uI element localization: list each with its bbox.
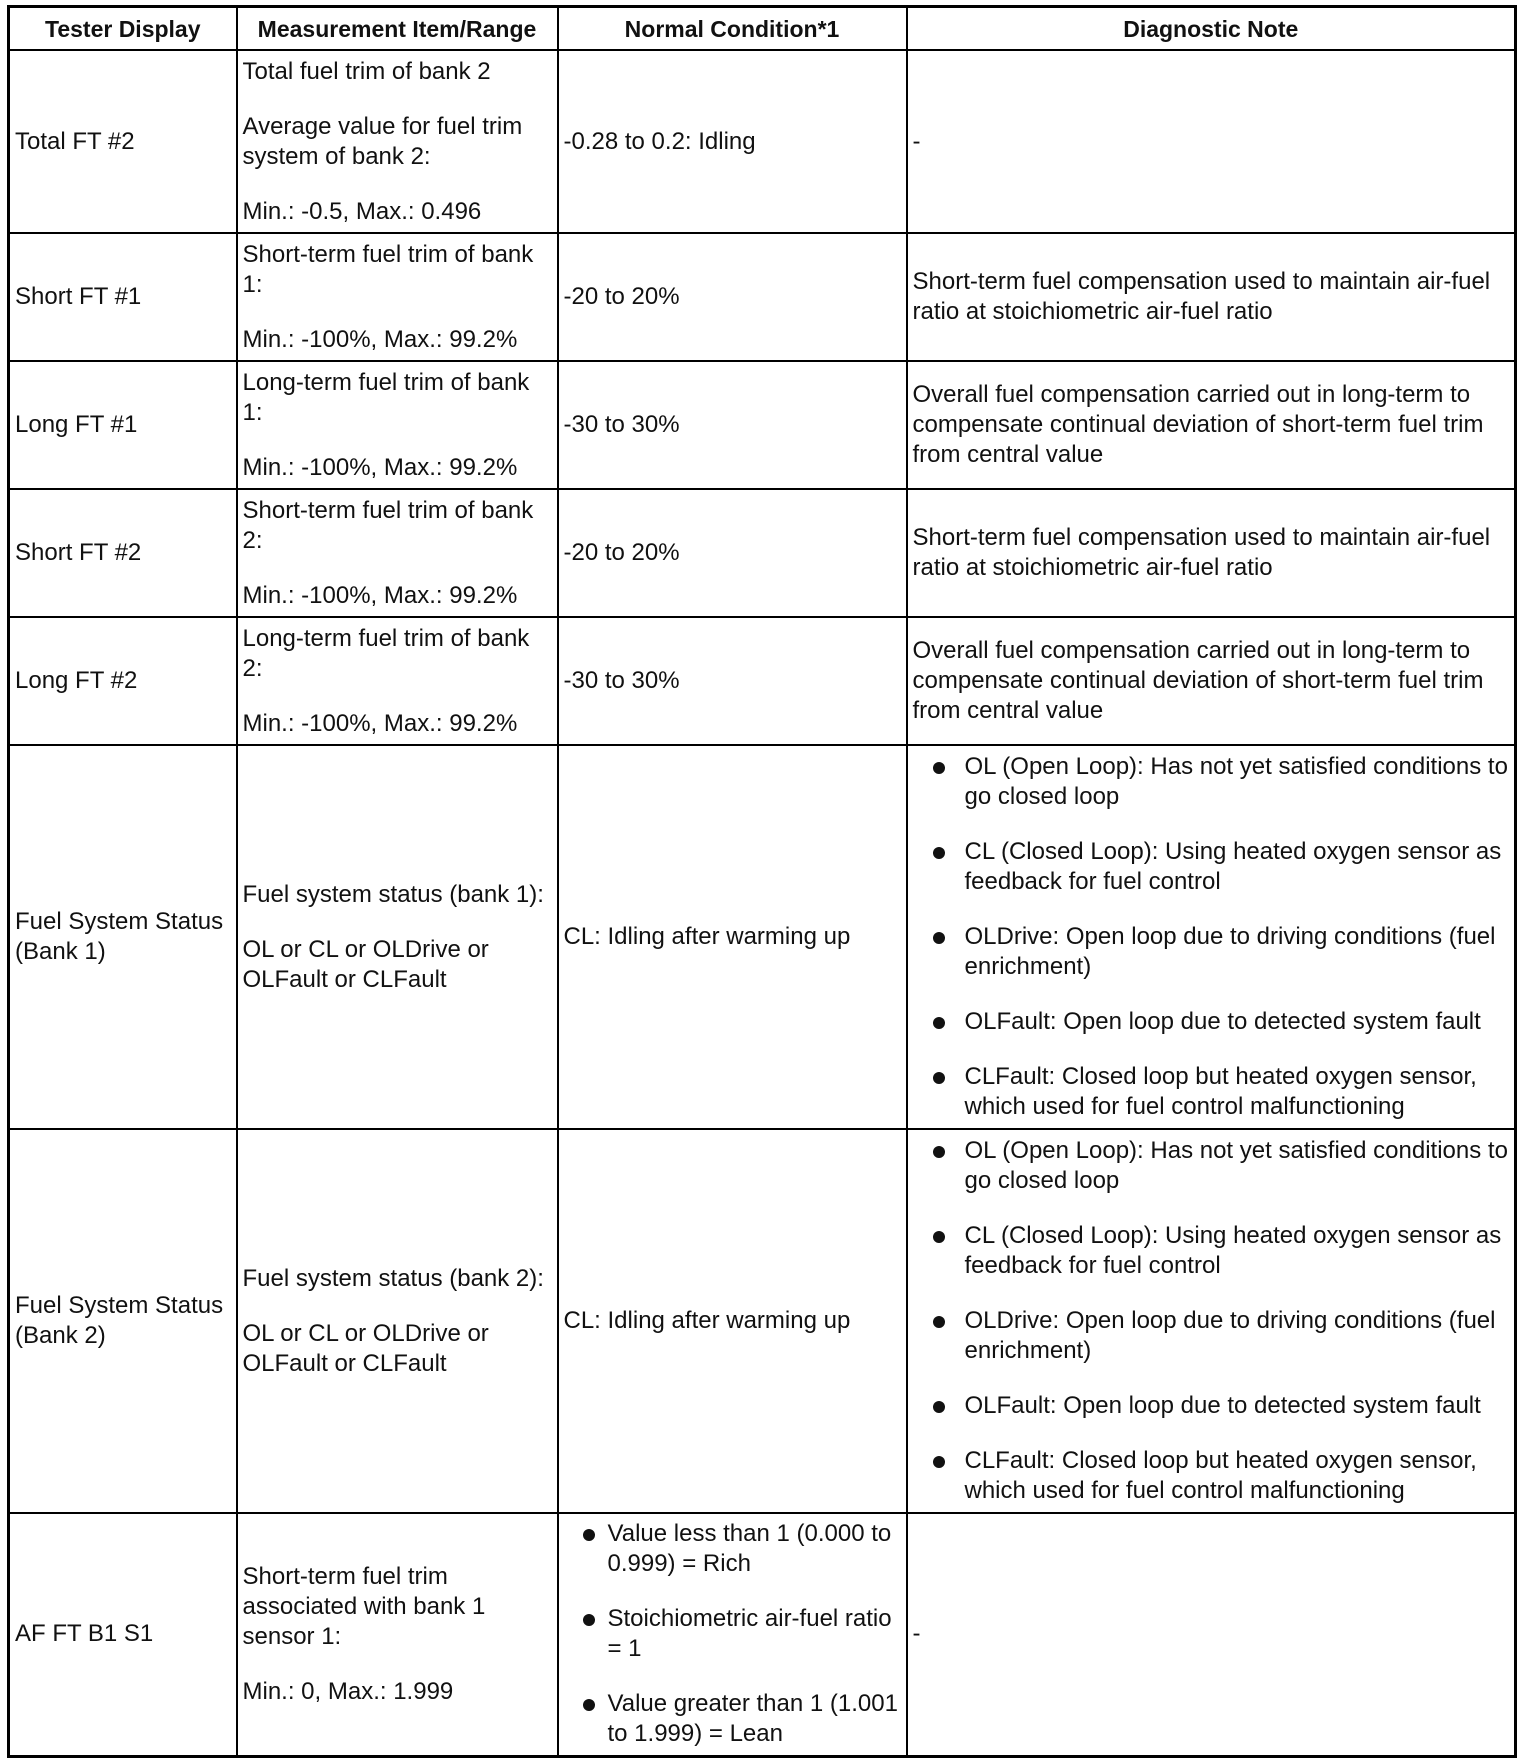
normal-condition-cell: -0.28 to 0.2: Idling — [558, 50, 907, 233]
normal-condition-cell: -30 to 30% — [558, 617, 907, 745]
normal-condition-cell: -20 to 20% — [558, 489, 907, 617]
diagnostic-note-cell: - — [907, 1513, 1516, 1756]
bullet-dot-icon — [933, 932, 945, 944]
list-item: OLFault: Open loop due to detected system fault — [913, 1391, 1510, 1421]
bullet-dot-icon — [933, 847, 945, 859]
bullet-dot-icon — [583, 1699, 595, 1711]
list-item: OL (Open Loop): Has not yet satisfied conditions to go closed loop — [913, 1136, 1510, 1196]
bullet-dot-icon — [933, 1231, 945, 1243]
diagnostic-note-cell: Short-term fuel compensation used to maintain air-fuel ratio at stoichiometric air-fuel ratio — [907, 233, 1516, 361]
diagnostic-note-cell — [907, 1129, 1516, 1513]
measurement-cell: Short-term fuel trim of bank 1: Min.: -100%, Max.: 99.2% — [237, 233, 558, 361]
tester-display-cell: Long FT #2 — [9, 617, 237, 745]
measurement-cell: Fuel system status (bank 1): OL or CL or OLDrive or OLFault or CLFault — [237, 745, 558, 1129]
measurement-cell: Short-term fuel trim associated with bank 1 sensor 1: Min.: 0, Max.: 1.999 — [237, 1513, 558, 1756]
normal-condition-cell: CL: Idling after warming up — [558, 745, 907, 1129]
measurement-cell: Long-term fuel trim of bank 2: Min.: -100%, Max.: 99.2% — [237, 617, 558, 745]
tester-display-cell: Total FT #2 — [9, 50, 237, 233]
tester-display-cell: AF FT B1 S1 — [9, 1513, 237, 1756]
note-bullet-list — [913, 752, 1510, 1122]
tester-display-cell: Fuel System Status (Bank 1) — [9, 745, 237, 1129]
note-bullet-list — [913, 1136, 1510, 1506]
list-item: Stoichiometric air-fuel ratio = 1 — [564, 1604, 901, 1664]
normal-condition-cell — [558, 1513, 907, 1756]
list-item: CL (Closed Loop): Using heated oxygen sensor as feedback for fuel control — [913, 837, 1510, 897]
diagnostic-note-cell: - — [907, 50, 1516, 233]
bullet-dot-icon — [933, 1401, 945, 1413]
diagnostic-note-cell: Overall fuel compensation carried out in long-term to compensate continual deviation of short-term fuel trim from central value — [907, 361, 1516, 489]
measurement-cell: Fuel system status (bank 2): OL or CL or OLDrive or OLFault or CLFault — [237, 1129, 558, 1513]
table-row — [9, 489, 1516, 617]
tester-display-cell: Long FT #1 — [9, 361, 237, 489]
bullet-dot-icon — [583, 1614, 595, 1626]
header-measurement: Measurement Item/Range — [237, 7, 558, 51]
bullet-dot-icon — [933, 1316, 945, 1328]
bullet-dot-icon — [933, 1072, 945, 1084]
header-normal-condition: Normal Condition*1 — [558, 7, 907, 51]
header-tester-display: Tester Display — [9, 7, 237, 51]
table-row — [9, 50, 1516, 233]
list-item: Value less than 1 (0.000 to 0.999) = Rich — [564, 1519, 901, 1579]
diagnostic-note-cell — [907, 745, 1516, 1129]
measurement-cell: Total fuel trim of bank 2 Average value for fuel trim system of bank 2: Min.: -0.5, Max.: 0.496 — [237, 50, 558, 233]
bullet-dot-icon — [933, 1017, 945, 1029]
normal-condition-cell: CL: Idling after warming up — [558, 1129, 907, 1513]
table-row — [9, 233, 1516, 361]
normal-condition-cell: -20 to 20% — [558, 233, 907, 361]
list-item: Value greater than 1 (1.001 to 1.999) = Lean — [564, 1689, 901, 1749]
bullet-dot-icon — [933, 1146, 945, 1158]
list-item: OLDrive: Open loop due to driving conditions (fuel enrichment) — [913, 922, 1510, 982]
table-row — [9, 745, 1516, 1129]
bullet-dot-icon — [583, 1529, 595, 1541]
tester-display-cell: Fuel System Status (Bank 2) — [9, 1129, 237, 1513]
bullet-dot-icon — [933, 1456, 945, 1468]
list-item: CLFault: Closed loop but heated oxygen sensor, which used for fuel control malfunctioning — [913, 1446, 1510, 1506]
table-row — [9, 617, 1516, 745]
normal-condition-cell: -30 to 30% — [558, 361, 907, 489]
diagnostic-note-cell: Short-term fuel compensation used to maintain air-fuel ratio at stoichiometric air-fuel ratio — [907, 489, 1516, 617]
list-item: CL (Closed Loop): Using heated oxygen sensor as feedback for fuel control — [913, 1221, 1510, 1281]
list-item: OLDrive: Open loop due to driving conditions (fuel enrichment) — [913, 1306, 1510, 1366]
table-row — [9, 1513, 1516, 1756]
list-item: OL (Open Loop): Has not yet satisfied conditions to go closed loop — [913, 752, 1510, 812]
table-row — [9, 361, 1516, 489]
table-row — [9, 1129, 1516, 1513]
bullet-dot-icon — [933, 762, 945, 774]
document-page — [7, 5, 1517, 1758]
measurement-cell: Short-term fuel trim of bank 2: Min.: -100%, Max.: 99.2% — [237, 489, 558, 617]
list-item: CLFault: Closed loop but heated oxygen sensor, which used for fuel control malfunctioning — [913, 1062, 1510, 1122]
measurement-cell: Long-term fuel trim of bank 1: Min.: -100%, Max.: 99.2% — [237, 361, 558, 489]
header-row — [9, 7, 1516, 51]
data-list-table — [7, 5, 1517, 1758]
header-diagnostic-note: Diagnostic Note — [907, 7, 1516, 51]
condition-bullet-list — [564, 1519, 901, 1749]
diagnostic-note-cell: Overall fuel compensation carried out in long-term to compensate continual deviation of short-term fuel trim from central value — [907, 617, 1516, 745]
tester-display-cell: Short FT #1 — [9, 233, 237, 361]
list-item: OLFault: Open loop due to detected system fault — [913, 1007, 1510, 1037]
tester-display-cell: Short FT #2 — [9, 489, 237, 617]
